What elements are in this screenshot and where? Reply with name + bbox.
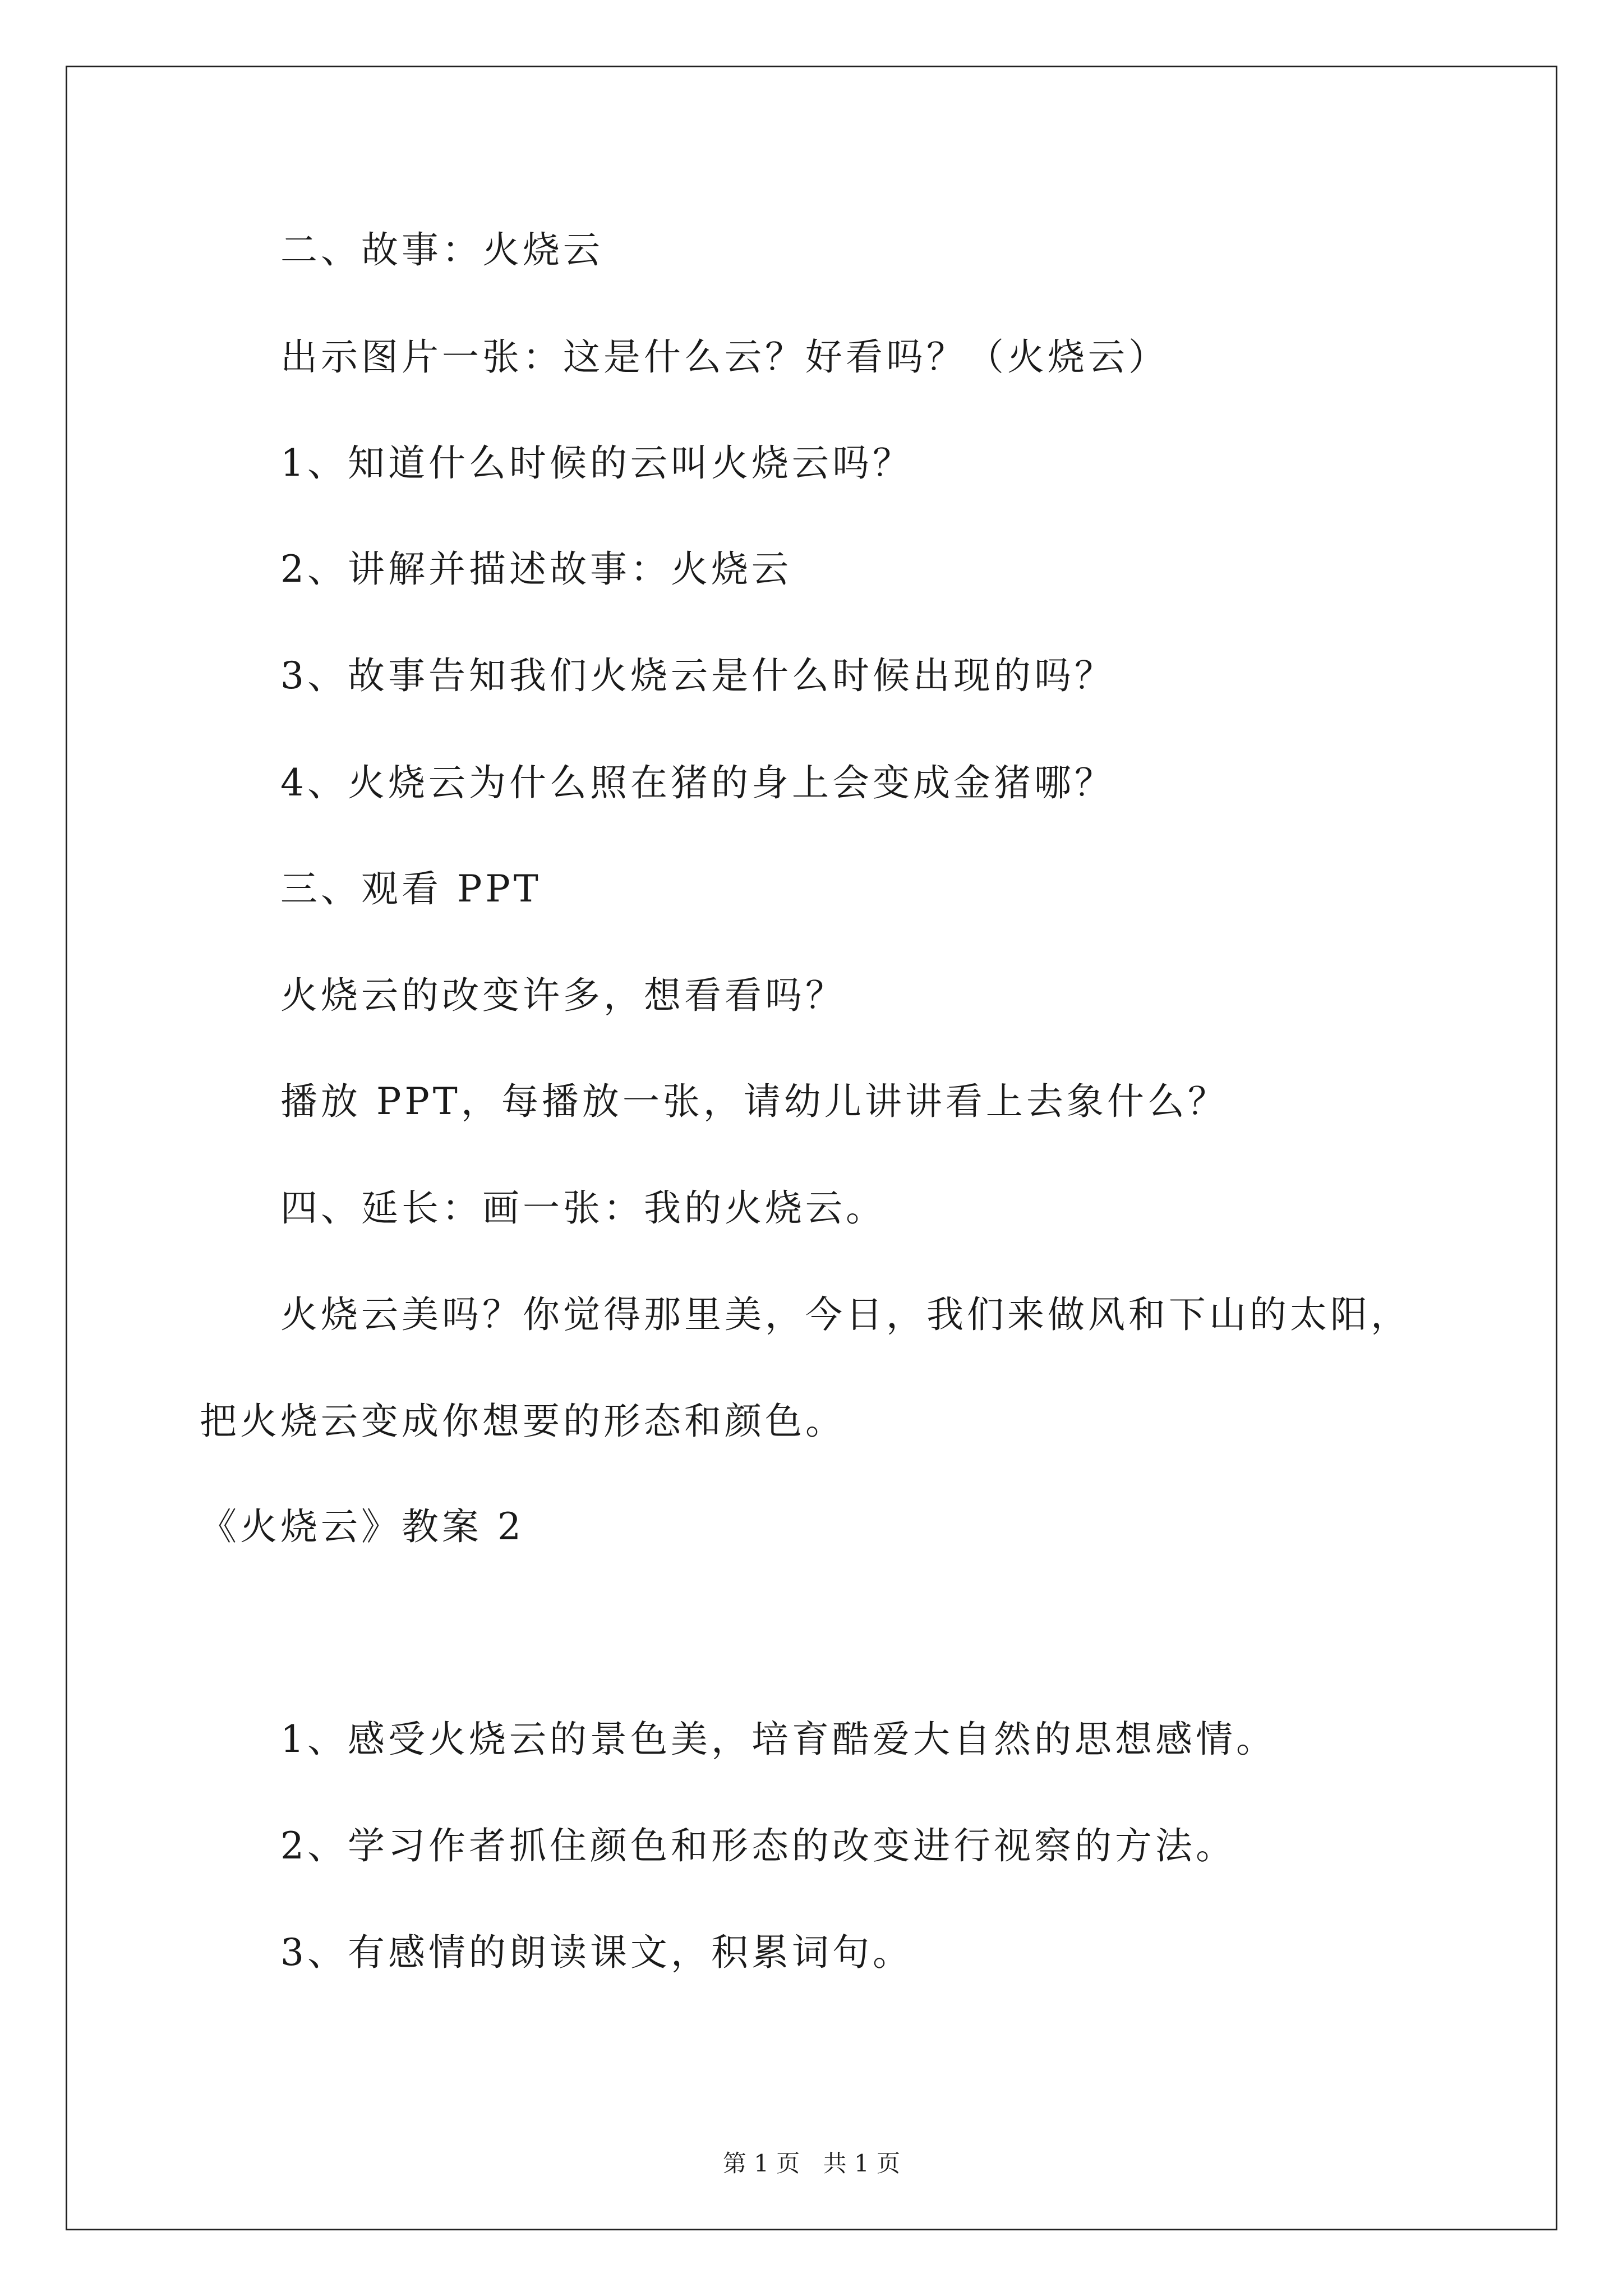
question-4: 4、火烧云为什么照在猪的身上会变成金猪哪？ [280,761,1115,804]
section-heading-ppt: 三、观看 PPT [280,867,542,910]
paragraph-ppt-play: 播放 PPT，每播放一张，请幼儿讲讲看上去象什么？ [280,1080,1228,1123]
question-3: 3、故事告知我们火烧云是什么时候出现的吗？ [280,654,1115,697]
objective-2: 2、学习作者抓住颜色和形态的改变进行视察的方法。 [280,1824,1236,1867]
page-total: 共 1 页 [823,2150,901,2177]
question-2: 2、讲解并描述故事：火烧云 [280,547,792,591]
section-heading-story: 二、故事：火烧云 [280,228,603,272]
paragraph-extension-line2: 把火烧云变成你想要的形态和颜色。 [200,1400,846,1443]
lesson-plan-title: 《火烧云》教案 2 [200,1505,524,1548]
objective-3: 3、有感情的朗读课文，积累词句。 [280,1931,913,1974]
page-border [66,66,1557,2230]
paragraph-ppt-intro: 火烧云的改变许多，想看看吗？ [280,974,846,1017]
page-number: 第 1 页 [722,2150,800,2177]
page-footer [0,2150,1623,2178]
objective-1: 1、感受火烧云的景色美，培育酷爱大自然的思想感情。 [280,1718,1276,1761]
question-1: 1、知道什么时候的云叫火烧云吗？ [280,441,913,485]
section-heading-extension: 四、延长：画一张：我的火烧云。 [280,1186,886,1230]
paragraph-show-picture: 出示图片一张：这是什么云？好看吗？（火烧云） [280,335,1169,379]
paragraph-extension-line1: 火烧云美吗？你觉得那里美，今日，我们来做风和下山的太阳， [280,1293,1411,1336]
